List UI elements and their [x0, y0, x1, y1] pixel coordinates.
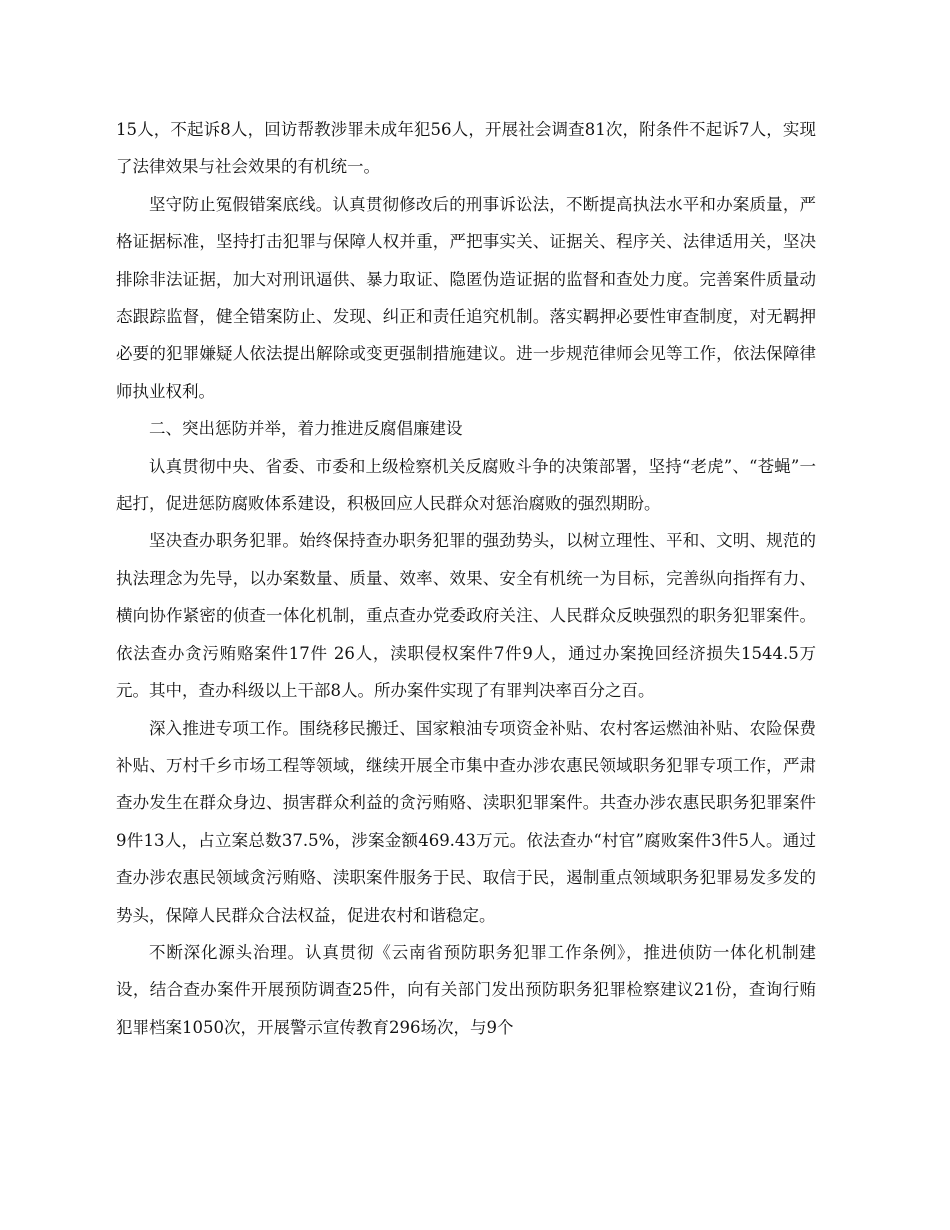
- paragraph-source-governance: 不断深化源头治理。认真贯彻《云南省预防职务犯罪工作条例》，推进侦防一体化机制建设，结合查办案件开展预防调查25件，向有关部门发出预防职务犯罪检察建议21份，查询行贿犯罪档案1050次，开展警示宣传教育296场次，与9个: [116, 942, 816, 1037]
- paragraph-continuation: 15人，不起诉8人，回访帮教涉罪未成年犯56人，开展社会调查81次，附条件不起诉7人，实现了法律效果与社会效果的有机统一。: [116, 120, 816, 177]
- paragraph-special-work: 深入推进专项工作。围绕移民搬迁、国家粮油专项资金补贴、农村客运燃油补贴、农险保费补贴、万村千乡市场工程等领域，继续开展全市集中查办涉农惠民领域职务犯罪专项工作，严肃查办发生在群众身边、损害群众利益的贪污贿赂、渎职犯罪案件。共查办涉农惠民职务犯罪案件9件13人，占立案总数37.5%，涉案金额469.43万元。依法查办“村官”腐败案件3件5人。通过查办涉农惠民领域贪污贿赂、渎职案件服务于民、取信于民，遏制重点领域职务犯罪易发多发的势头，保障人民群众合法权益，促进农村和谐稳定。: [116, 718, 816, 925]
- paragraph-investigate-crimes: 坚决查办职务犯罪。始终保持查办职务犯罪的强劲势头，以树立理性、平和、文明、规范的执法理念为先导，以办案数量、质量、效率、效果、安全有机统一为目标，完善纵向指挥有力、横向协作紧密的侦查一体化机制，重点查办党委政府关注、人民群众反映强烈的职务犯罪案件。依法查办贪污贿赂案件17件 26人，渎职侵权案件7件9人，通过办案挽回经济损失1544.5万元。其中，查办科级以上干部8人。所办案件实现了有罪判决率百分之百。: [116, 531, 816, 701]
- paragraph-section-intro: 认真贯彻中央、省委、市委和上级检察机关反腐败斗争的决策部署，坚持“老虎”、“苍蝇”一起打，促进惩防腐败体系建设，积极回应人民群众对惩治腐败的强烈期盼。: [116, 456, 816, 514]
- section-heading-anti-corruption: 二、突出惩防并举，着力推进反腐倡廉建设: [149, 419, 463, 439]
- document-body: [116, 111, 816, 1046]
- paragraph-wrongful-conviction: 坚守防止冤假错案底线。认真贯彻修改后的刑事诉讼法，不断提高执法水平和办案质量，严格证据标准，坚持打击犯罪与保障人权并重，严把事实关、证据关、程序关、法律适用关，坚决排除非法证据，加大对刑讯逼供、暴力取证、隐匿伪造证据的监督和查处力度。完善案件质量动态跟踪监督，健全错案防止、发现、纠正和责任追究机制。落实羁押必要性审查制度，对无羁押必要的犯罪嫌疑人依法提出解除或变更强制措施建议。进一步规范律师会见等工作，依法保障律师执业权利。: [116, 194, 816, 401]
